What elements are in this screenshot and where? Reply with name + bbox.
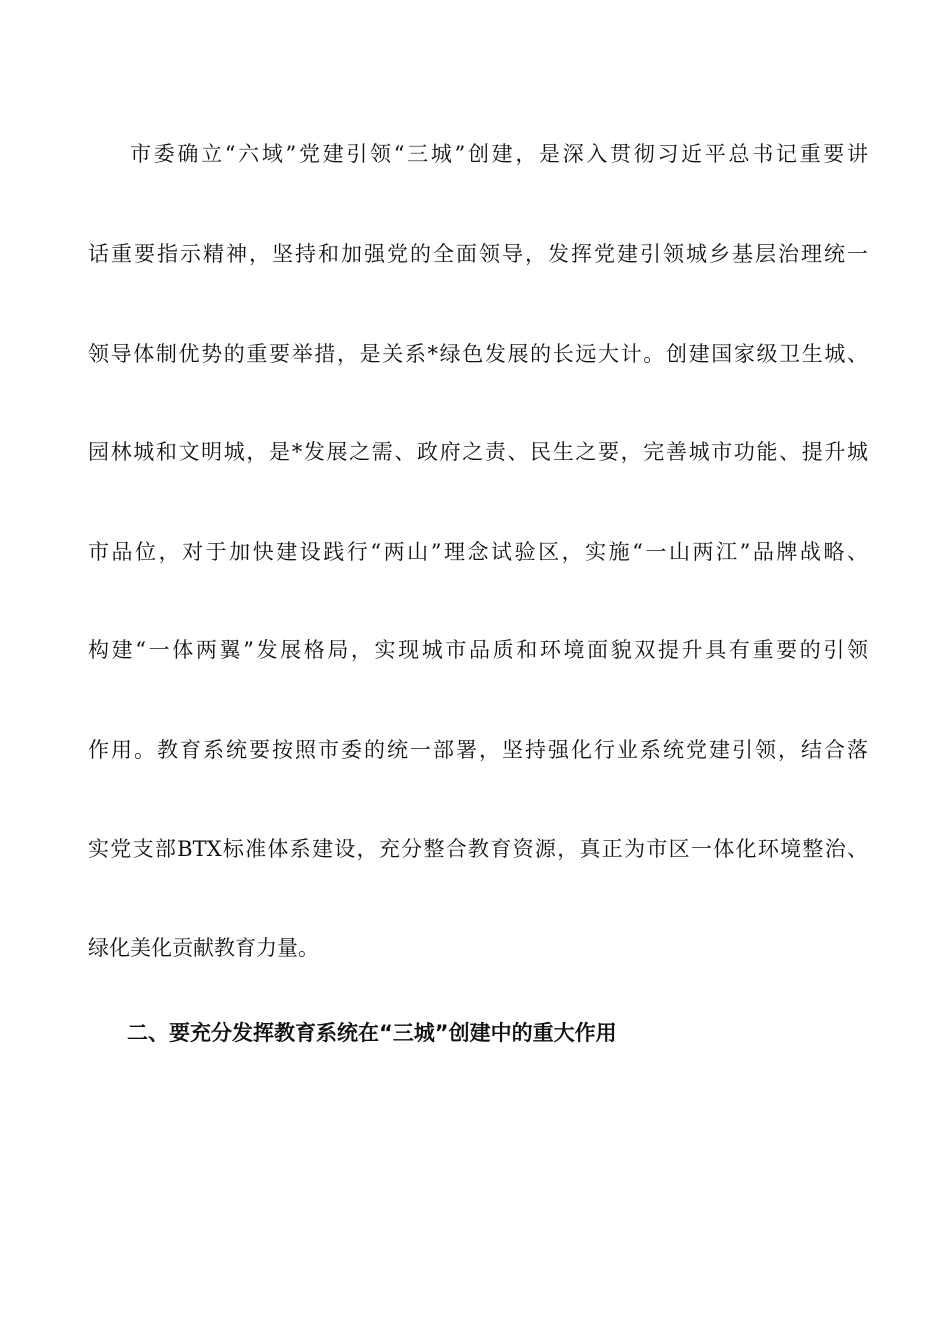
paragraph-line-8: 实党支部BTX标准体系建设，充分整合教育资源，真正为市区一体化环境整治、 [88,837,868,861]
paragraph-line-5: 市品位，对于加快建设践行“两山”理念试验区，实施“一山两江”品牌战略、 [88,540,868,564]
paragraph-line-6: 构建“一体两翼”发展格局，实现城市品质和环境面貌双提升具有重要的引领 [88,638,868,662]
paragraph-line-1: 市委确立“六域”党建引领“三城”创建，是深入贯彻习近平总书记重要讲 [130,142,868,166]
paragraph-line-2: 话重要指示精神，坚持和加强党的全面领导，发挥党建引领城乡基层治理统一 [88,242,868,266]
paragraph-line-4: 园林城和文明城，是*发展之需、政府之责、民生之要，完善城市功能、提升城 [88,440,868,464]
paragraph-line-3: 领导体制优势的重要举措，是关系*绿色发展的长远大计。创建国家级卫生城、 [88,342,868,366]
section-heading: 二、要充分发挥教育系统在“三城”创建中的重大作用 [127,1021,617,1045]
paragraph-line-9: 绿化美化贡献教育力量。 [88,936,319,960]
paragraph-line-7: 作用。教育系统要按照市委的统一部署，坚持强化行业系统党建引领，结合落 [88,738,868,762]
